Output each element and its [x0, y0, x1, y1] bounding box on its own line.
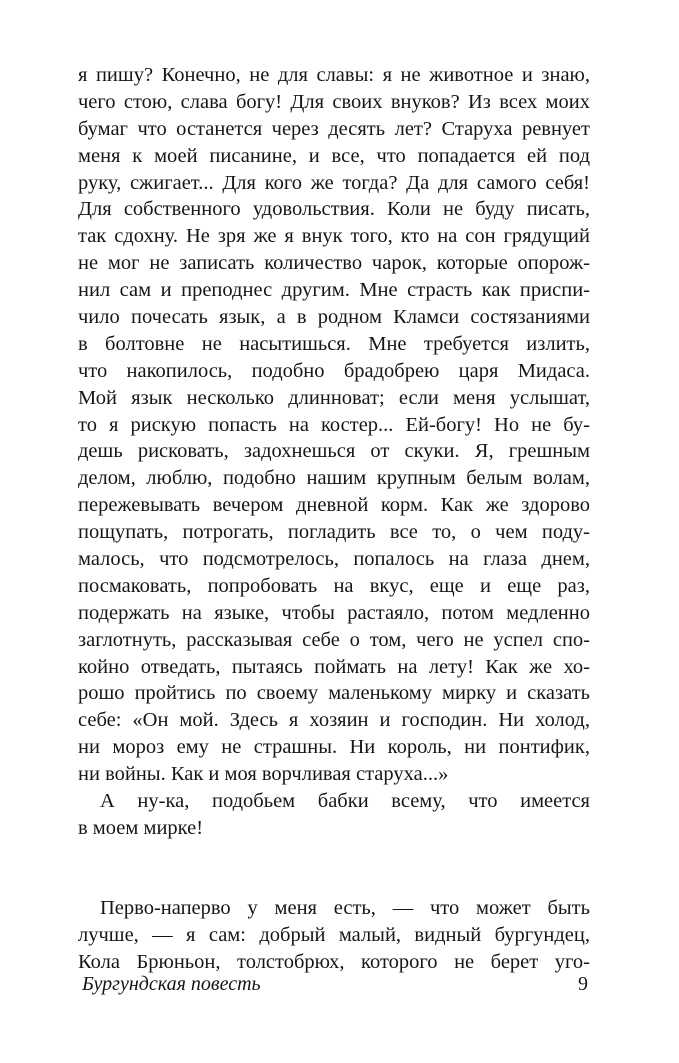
text-line: лучше, — я сам: добрый малый, видный бургундец,	[78, 923, 590, 946]
section-gap	[78, 842, 590, 895]
text-line: в болтовне не насытишься. Мне требуется излить,	[78, 332, 590, 355]
text-line: нил сам и преподнес другим. Мне страсть как приспи-	[78, 279, 590, 302]
text-line: руку, сжигает... Для кого же тогда? Да для самого себя!	[78, 171, 590, 194]
paragraph	[78, 895, 590, 976]
text-line: меня к моей писанине, и все, что попадается ей под	[78, 144, 590, 167]
text-line: делом, люблю, подобно нашим крупным белым волам,	[78, 467, 590, 490]
text-line: чего стою, слава богу! Для своих внуков? Из всех моих	[78, 90, 590, 113]
text-line: А ну-ка, подобьем бабки всему, что имеется	[100, 790, 590, 813]
text-line: себе: «Он мой. Здесь я хозяин и господин. Ни холод,	[78, 709, 590, 732]
text-line: Мой язык несколько длинноват; если меня услышат,	[78, 386, 590, 409]
text-line: бумаг что останется через десять лет? Старуха ревнует	[78, 117, 590, 140]
paragraph	[78, 62, 590, 788]
text-line: ни войны. Как и моя ворчливая старуха...»	[78, 763, 449, 786]
text-line: то я рискую попасть на костер... Ей-богу! Но не бу-	[78, 413, 590, 436]
text-line: пощупать, потрогать, погладить все то, о чем поду-	[78, 521, 590, 544]
text-line: койно отведать, пытаясь поймать на лету! Как же хо-	[78, 655, 590, 678]
text-line: не мог не записать количество чарок, которые опорож-	[78, 252, 590, 275]
text-line: ни мороз ему не страшны. Ни король, ни понтифик,	[78, 736, 590, 759]
text-line: рошо пройтись по своему маленькому мирку и сказать	[78, 682, 590, 705]
paragraph	[78, 788, 590, 842]
page-text	[78, 62, 590, 976]
text-line: так сдохну. Не зря же я внук того, кто на сон грядущий	[78, 225, 590, 248]
text-line: подержать на языке, чтобы растаяло, потом медленно	[78, 601, 590, 624]
text-line: я пишу? Конечно, не для славы: я не животное и знаю,	[78, 64, 590, 86]
text-line: дешь рисковать, задохнешься от скуки. Я, грешным	[78, 440, 590, 463]
text-line: малось, что подсмотрелось, попалось на глаза днем,	[78, 548, 590, 571]
page-number: 9	[578, 973, 588, 995]
text-line: посмаковать, попробовать на вкус, еще и еще раз,	[78, 574, 590, 597]
text-line: Перво-наперво у меня есть, — что может быть	[100, 896, 590, 919]
text-line: в моем мирке!	[78, 816, 204, 839]
text-line: что накопилось, подобно брадобрею царя Мидаса.	[78, 359, 590, 382]
text-line: пережевывать вечером дневной корм. Как же здорово	[78, 494, 590, 517]
text-line: чило почесать язык, а в родном Кламси состязаниями	[78, 306, 590, 329]
text-line: заглотнуть, рассказывая себе о том, чего не успел спо-	[78, 628, 590, 651]
text-line: Для собственного удовольствия. Коли не буду писать,	[78, 198, 590, 221]
running-title: Бургундская повесть	[82, 973, 261, 995]
text-line: Кола Брюньон, толстобрюх, которого не берет уго-	[78, 950, 590, 973]
page-footer	[82, 970, 588, 998]
